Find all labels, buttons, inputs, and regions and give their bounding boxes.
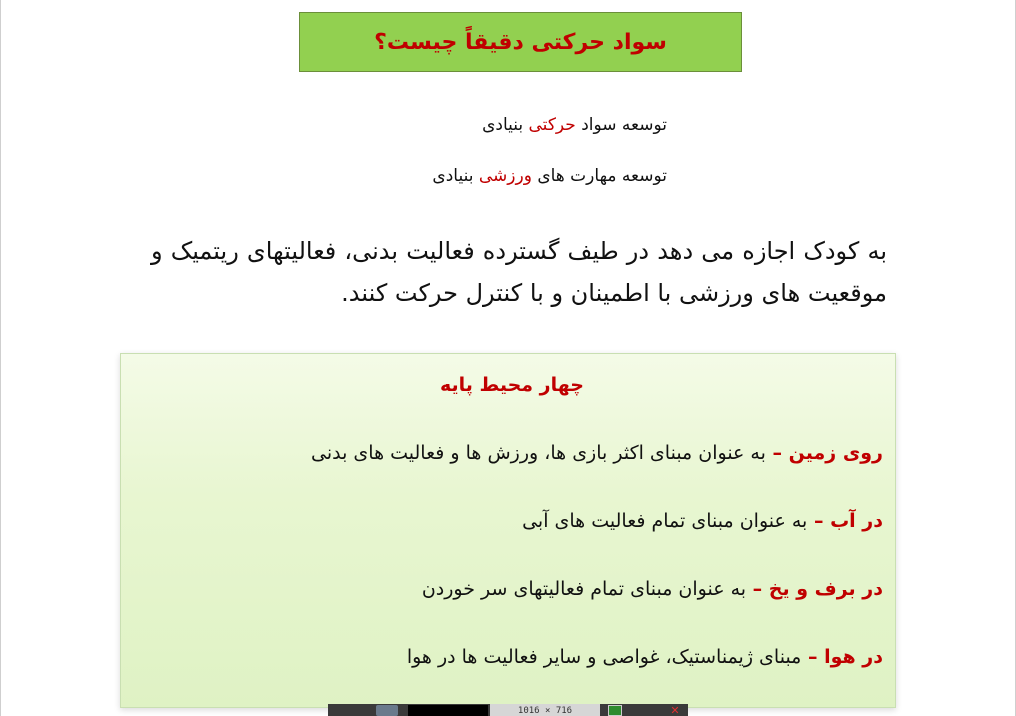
environment-dash: – — [807, 510, 831, 532]
environments-box — [120, 353, 896, 708]
environment-desc: به عنوان مبنای اکثر بازی ها، ورزش ها و فعالیت های بدنی — [310, 442, 766, 464]
environment-desc: مبنای ژیمناستیک، غواصی و سایر فعالیت ها در هوا — [406, 646, 802, 668]
taskbar-window-preview[interactable] — [408, 705, 488, 716]
environment-dash: – — [801, 646, 825, 668]
subtitle-line-1-highlight: حرکتی — [528, 115, 576, 135]
window-icon[interactable] — [608, 705, 622, 716]
environment-dash: – — [765, 442, 789, 464]
environment-item-snow-ice — [422, 578, 883, 600]
subtitle-line-1-before: توسعه سواد — [575, 115, 667, 135]
subtitle-line-1 — [482, 115, 667, 135]
environment-term: در هوا — [824, 646, 883, 668]
environment-item-water — [522, 510, 883, 532]
slide-title-box — [299, 12, 742, 72]
environment-item-ground — [311, 442, 883, 464]
environment-dash: – — [746, 578, 769, 600]
environment-desc: به عنوان مبنای تمام فعالیتهای سر خوردن — [421, 578, 747, 600]
subtitle-line-1-after: بنیادی — [482, 115, 529, 135]
environment-term: در آب — [830, 510, 883, 532]
environment-term: روی زمین — [788, 442, 883, 464]
app-icon[interactable] — [376, 705, 398, 716]
size-label: 1016 × 716 — [490, 704, 600, 716]
close-icon[interactable]: ✕ — [670, 704, 680, 716]
slide-title: سواد حرکتی دقیقاً چیست؟ — [374, 29, 667, 55]
environment-term: در برف و یخ — [768, 578, 883, 600]
environment-desc: به عنوان مبنای تمام فعالیت های آبی — [522, 510, 808, 532]
environment-item-air — [407, 646, 883, 668]
environments-heading: چهار محیط پایه — [439, 374, 584, 396]
subtitle-line-2-highlight: ورزشی — [478, 166, 532, 186]
taskbar — [328, 704, 688, 716]
subtitle-line-2-after: بنیادی — [432, 166, 479, 186]
definition-paragraph: به کودک اجازه می دهد در طیف گسترده فعالیت بدنی، فعالیتهای ریتمیک و موقعیت های ورزشی با اطمینان و با کنترل حرکت کنند. — [151, 237, 887, 307]
subtitle-line-2 — [432, 166, 667, 186]
subtitle-line-2-before: توسعه مهارت های — [531, 166, 667, 186]
